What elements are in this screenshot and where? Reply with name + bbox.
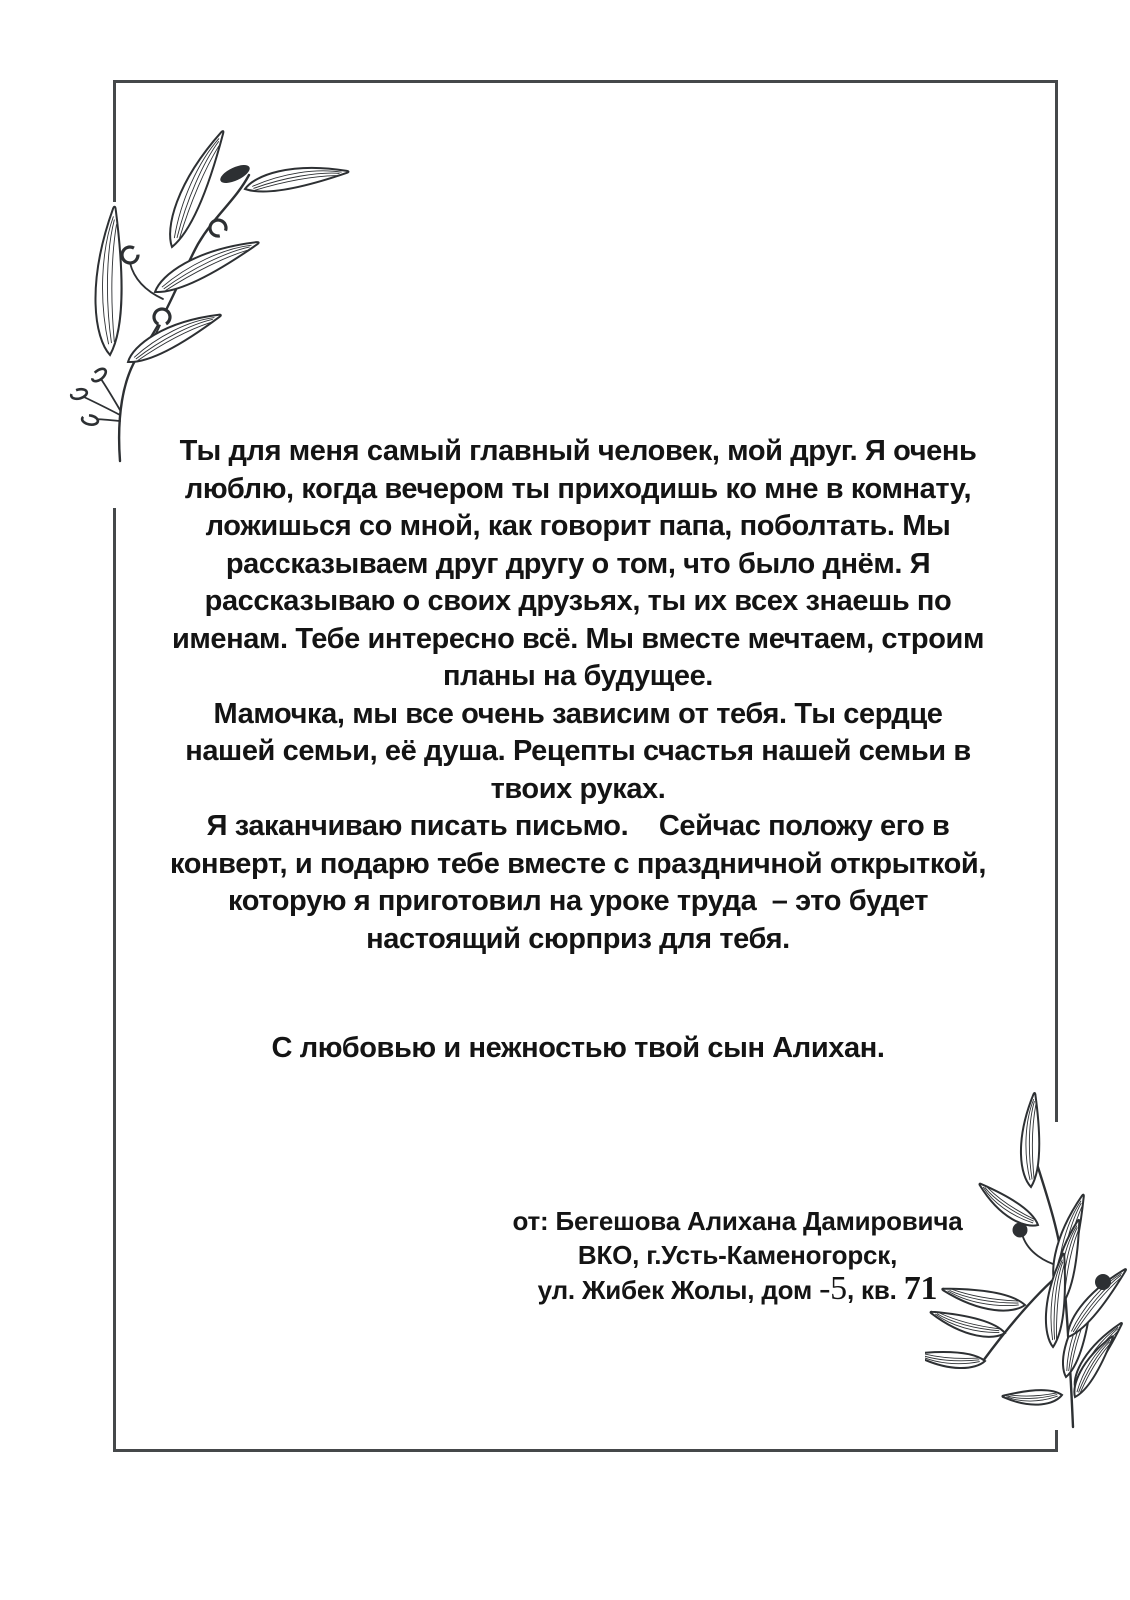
frame-border-left-lower bbox=[113, 508, 116, 1452]
sender-name-line: от: Бегешова Алихана Дамировича bbox=[512, 1206, 963, 1236]
letter-body-line: Мамочка, мы все очень зависим от тебя. Ты сердце bbox=[213, 697, 943, 730]
letter-body-line: твоих руках. bbox=[490, 772, 666, 805]
apartment-label: , кв. bbox=[847, 1275, 904, 1305]
letter-body-line: ложишься со мной, как говорит папа, поболтать. Мы bbox=[205, 510, 951, 542]
sender-city-line: ВКО, г.Усть-Каменогорск, bbox=[577, 1240, 898, 1270]
frame-border-right-lower bbox=[1055, 1430, 1058, 1452]
letter-body bbox=[133, 433, 1023, 958]
frame-border-right-upper bbox=[1055, 80, 1058, 1122]
signature-line: С любовью и нежностью твой сын Алихан. bbox=[271, 1032, 885, 1064]
letter-body-line: конверт, и подарю тебе вместе с праздничной открыткой, bbox=[170, 847, 986, 880]
olive-branch-icon bbox=[925, 1085, 1130, 1430]
letter-body-line: планы на будущее. bbox=[443, 660, 713, 692]
letter-body-line: настоящий сюрприз для тебя. bbox=[366, 922, 790, 955]
house-number: -5 bbox=[819, 1270, 847, 1307]
olive-branch-icon bbox=[55, 115, 365, 465]
apartment-number: 71 bbox=[903, 1270, 938, 1307]
letter-body-line: которую я приготовил на уроке труда – это будет bbox=[227, 885, 928, 917]
letter-body-line: Я заканчиваю писать письмо. Сейчас положу его в bbox=[206, 810, 950, 842]
street-text: ул. Жибек Жолы, дом bbox=[537, 1275, 820, 1305]
letter-body-line: рассказываем друг другу о том, что было днём. Я bbox=[225, 547, 931, 580]
letter-body-line: нашей семьи, её душа. Рецепты счастья нашей семьи в bbox=[185, 735, 971, 767]
letter-body-line: рассказываю о своих друзьях, ты их всех знаешь по bbox=[204, 585, 952, 617]
frame-border-top bbox=[113, 80, 1058, 83]
frame-border-bottom bbox=[113, 1449, 1058, 1452]
letter-body-line: именам. Тебе интересно всё. Мы вместе мечтаем, строим bbox=[171, 622, 985, 655]
letter-body-line: Ты для меня самый главный человек, мой друг. Я очень bbox=[179, 435, 977, 467]
letter-body-line: люблю, когда вечером ты приходишь ко мне в комнату, bbox=[184, 472, 972, 505]
